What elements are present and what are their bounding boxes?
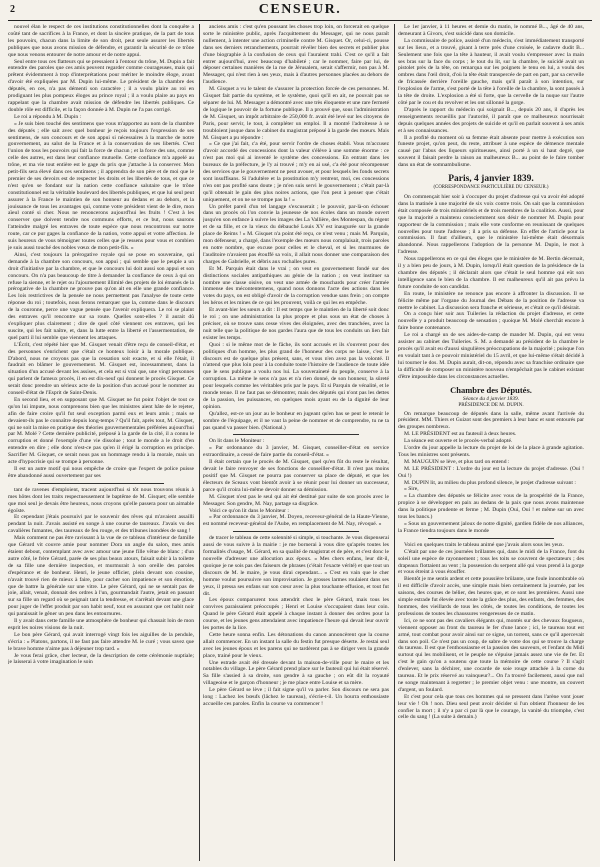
paragraph: L'ordre du jour appelle la lecture du projet de loi de la place à grande agitation. Tous les ministres sont présents. (398, 445, 584, 458)
paragraph: Les époux comparurent tous attendrit chez le père Gérard, mais tous les convives paraissaient préoccupés ; Henri et Louise s'occupaient dans leur coin. Quand le père Gérard était appelé à chaque instant à donner des ordres pour la course, et les jeunes gens attendaient avec impatience l'heure qui devait leur ouvrir les portes de la lice. (203, 597, 389, 632)
paragraph: Je vous ferai grâce, cher lecteur, de la description de cette cérémonie nuptiale; je laisserai à votre imagination le soin (8, 652, 194, 666)
paragraph: M. Gisquet n'est pas le seul qui ait été destitué par suite de son procès avec le Messager. Son gendre, M. Nay, partage sa disgrâce. (203, 493, 389, 507)
paragraph: Cette heure sonna enfin. Les détonations du canon annoncèrent que la course allait commencer. En un instant la salle du festin fut presque déserte. Je restai seul avec les jeunes époux et les parens qui ne tardèrent pas à se diriger vers la grande place, trainé pour le vieux. (203, 631, 389, 659)
paragraph: La commissaire de police, assisté d'un médecin, s'est immédiatement transporté sur les lieux, et a trouvé, gisant à terre près d'une croisée, le cadavre dudit B... Seulement une fois que la tête à hauteur, il avait voulu s'empresser avec la main ses bras sur la face du corps ; le tout du lit, sur la chambre, le suicidé avait un pistolet près de la tête, on remarqua sur les poignets le tenu en lui, a voulu des ombres dans l'œil droit, d'où la tête était transpercée de part en part, par sa cervelle de fricassée derrière l'oreille gauche, mais qu'il paraît à son intention, sur l'explosion de l'arme, s'est porté de la tête à l'oreille de la chambre, la sont passés à la tête de droite. L'explosion a été si forte, que la cervelle de la nuque sur l'autre côté par le cou et du revolver et les ont sillonné la gorge. (398, 37, 584, 106)
paragraph: En second lieu, et en supposant que M. Gisquet ne fut point l'objet de tout ce qu'on lui impute, nous comprenons bien que les ministres aient hâte de le rejeter, afin de faire croire qu'il fut seul exception parmi eux et leurs amis ; mais se devaient-ils pas le connaître depuis long-temps ? Qu'il fait, après tout, M. Gisquet, qui ne soit la mise en pratique des théories gouvernementales préférées aujourd'hui par M. Molé ? Cette dernière publicité, préposé à la garde de la cité, il a connu le corruption et donné l'exemple d'une vie dissolue ; tout le monde a le droit d'en entendre en dire ; elle donc n'est-ce pas qu'en il érigé la corruption en principe. Sacrifier M. Gisquet, ce serait nous pas un hommage rendu à la morale, mais un acte d'hypocrisie qui se trompe à personne. (8, 396, 194, 466)
column-1 (8, 24, 194, 861)
paragraph: On remarque beaucoup de députés dans la salle, même avant l'arrivée du président. MM. Thiers et Guizot sont des premiers à leur banc et sont entourés par des groupes nombreux. (398, 410, 584, 431)
paragraph: nouvel élan le respect de ces institutions constitutionnelles dont la conquête a coûté tant de sacrifices à la France, et dont la sincère pratique, de la part de tous les pouvoirs, chacun dans la limite de son droit, peut seule assurer les libertés publiques que nous avons mission de défendre, et garantir la sécurité de ce trône que nous venons entourer de notre amour et de notre appui. (8, 24, 194, 58)
paragraph: C'était par une de ces journées brillantes qui, dans le midi de la France, font du soleil une espèce de rayonnement ; tous les toits se couvrent de spectateurs ; des drapeaux flottaient au vent ; la possession du serpent allé qui vous prend à la gorge et vous étreint à vous étouffer. (398, 548, 584, 576)
section-rule (428, 538, 554, 539)
paragraph: Nous rappellerons en ce qui des éloges que le ministère de M. Bertin décernait, il y a bien peu de jours, à M. Dupin, lorsqu'il était question de la présidence de la chambre des députés ; il déclarait alors que c'était le seul homme qui eût son intelligence sans le bien de la chambre. Il est malheureux qu'il ait pas prévu la future conduite de son candidat. (398, 256, 584, 290)
paragraph: de tracer le tableau de cette solennité si simple, si touchante. Je vous dispenserai aussi de vous suivre à la mairie : je me bornerai à vous dire qu'après toutes les formalités d'usage, M. Gérard, en sa qualité de magistrat et de père, et c'est donc le nouvelle d'adresser une allocution aux époux. « Mes chers enfans, leur dit-il, quoique je ne sois pas des faiseurs de phrases (c'était l'exacte vérité) et que tout un discours de M. le maire, je vous dirai cependant... » C'est en vain que le cher homme voulut poursuivre son improvisation. Je grosses larmes roulaient dans ses yeux, il pressa ses enfans sur son cœur avec la plus touchante effusion, et tout fut dit. (203, 535, 389, 597)
paragraph: Le père Gérard se lève ; il fait signe qu'il va parler. Son discours ne sera pas long : Lachez les bœufs (lâchez le taureau), s'écrie-t-il. Un hourra enthousiaste accueille ces paroles. Enfin la course va commencer ! (203, 687, 389, 707)
paragraph: L'Écrit, c'est répété hier que M. Gisquet venait d'être reçu de conseil-d'état, et des personnes s'enrichent que c'était ce honteux loisir à la morale publique. D'abord, nous ne croyons pas que la cessation soit exacte, et si elle l'était, il faudrait en blâmer le gouvernement. M. Gisquet est, incessamment, dans la situation d'un accusé devant les assises, et cela est si vrai que, une vingt personnes qui parlent de fameux procès, il en est dix-neuf qui donnent le procès Gisquet. Ce serait donc prendre un sérieux acte de la position d'un accusé pour le nommer au conseil-d'état de l'Esprit de Saint-Denis. (8, 341, 194, 397)
paragraph: Et avant-hier les sœurs a dit : Il est temps que le maintien de la liberté soit donc le roi ; on une administration la plus propre et plus sous un état de choses à préciser, où se trouve sans cesse vives des éloignées, avec des tranchées, avec la nuit telle que la politique de nos gardes l'aura que de tous les conduits un lien fait exister les temps. (203, 307, 389, 341)
column-divider (199, 24, 200, 861)
paragraph: D'après le rapport du médecin qui soignait B..., depuis 20 ans, il d'après les renseignements recueillis par l'autorité, il paraît que ce malheureux nourrissait depuis quelques années des projets de suicide et qu'il en parlait souvent à ses amis et à ses connaissances. (398, 106, 584, 134)
paragraph: On lit dans le Moniteur : (209, 438, 265, 445)
paragraph: Il a profité du moment où sa femme était absente pour mettre à exécution son funeste projet, qu'on peut, du reste, attribuer à une espèce de démence mentale causé par l'abus des liqueurs spiritueuses, ainsi porté à un si haut degré, que souvent il faisait perdre la raison au malheureux B... au point de le faire tomber dans un état de somnambulisme. (398, 134, 584, 169)
paragraph: Mais comment ne pas être ravissant à la vue de ce tableau d'intérieur de famille que Gérard vit couvre amie pour nommer Dora un angle du salon, mes amis étaient debout, contemplant avec avec amour une jeune fille vêtue de blanc ; d'un autre côté, le frère Gérard, parée de ses plus beaux atours, faisait subir à la toilette de sa fille une dernière inspection, et murmurait à son oreille des paroles d'espérance et de bonheur. Henri, le jeune officier, plein devant son cousine, n'avait trouvé rien de mieux à faire, pour cacher son impatience et son émotion, que de battre la générale sur une vitre. Le père Gérard, qui ne se sentait pas de joie, allait, venait, donnait des ordres à l'un, gourmandait l'autre, jetait en passant sur sa fille un regard où se peignait tant la tendresse, et s'arrêtait devant une glace pour juger de l'effet produit par son habit neuf, tout en assurant que cet habit noir qui paraissait le gêner un peu dans les entournures. (8, 535, 194, 618)
paragraph: Bientôt je me sentis ardent et cette poussière brûlante, une foule innombrable où il est difficile d'avoir accès, une simple mais bien certainement la journée, par les saisons, des courses de bélier, des heures que, et ce sont les premières. Aussi une simple estrade fut élevée avec toute la grâce des plus, des enfants, des femmes, des hommes, des vieillards de tous les côtés, de toutes les conditions, de toutes les professions de toutes les chaussures vengeresses de ce matin. (398, 576, 584, 617)
columns (8, 24, 592, 861)
section-heading: Chambre des Députés. (450, 384, 532, 395)
paragraph: Et M. Parquin était dans le vrai ; on veut en gouvernement fondé sur des distinctions sociales antipathiques au génie de la nation ; on veut instituer sa nombre une classe oisive, on veut une armée de mouchards pour créer l'armée immense des mécontentemens, quand nous donnons l'acte des actions dans les votes du pays, on est obligé d'avoir de la corruption vendue sans frein ; on compte les héros et les mines de ce qui les prouvent, voilà ce qui les en empêche. (203, 265, 389, 307)
section-rule (233, 434, 359, 435)
section-rule (38, 483, 164, 484)
paragraph: Ainsi, c'est toujours la prérogative royale qui se pose en souveraine, qui demande à la chambre son concours, son appui ; qui semble que le peuple a un droit d'initiative par la chambre, et que le concours lui doit aussi son appui et son concours. On n'a pas beaucoup de titre à demander la confiance de ceux à qui on refuse la sienne, et le rejet ou l'ajournement illimité des projets de loi émanés de la prérogative de la chambre ne prouve pas qu'on ait en elle une grande confiance. Les lois restrictives de la pensée ne nous permettent pas l'analyse de toute cette réponse du roi ; toutefois, nous ferons remarquer que la, comme dans le discours de la couronne, perce une vague pensée que l'avenir expliquera. Le roi se plaint des entraves qu'il rencontre sur sa route. Quelles sont-elles ? il aurait dû s'expliquer plus clairement ; dire de quel côté viennent ces entraves, qui les suscite, qui les fait naître, et, dans la lutte entre la liberté et l'assermentation, de quel parti il lui semble que viennent les attaques. (8, 251, 194, 341)
paragraph: Une estrade avait été dressée devant la maison-de-ville pour le maire et les notables du village. Le père Gérard prend place sur le fauteuil qui lui était réservé. Sa fille s'assied à sa droite, son gendre à sa gauche ; on eût dit la royauté villageoise et le garçon d'honneur ; je me place entre Louise et sa mère. (203, 659, 389, 687)
paragraph: Un préfet pareil d'un tel langage s'excuserait ; le pouvoir, par-là-on échouer dans un procès où l'on convie la jeunesse de nos écoles dans un monde ouvert jusqu'en son enfance à suivre les images des La Vallière, des Montespan, du régent et de sa fille, et ce la vieux du débauché Louis XV est inaugurée sur la grande place de Reims ! » M. Gisquet n'a point été reçu, ce n'est venu ; mais M. Parquin, mon défenseur, a chargé, dans l'exemple des mœurs nous complaisait, trois paroles en notre nombre, que excuse pour celles et le cheval, et si les murmures de l'auditoire n'avaient pas étouffé sa voix, il allait nous donner une comparaison des charges de Gabrielle, et débris aux rochalles pures. (203, 203, 389, 265)
paragraph: Seul entre tous ces flatteurs qui se pressaient à l'entour du trône, M. Dupin a fait entendre des paroles que ces amis peuvent regarder comme courageuses, mais qui prêtent évidemment à trop d'interprétations pour mériter le moindre éloge, avant d'avoir été expliquées par M. Dupin lui-même. Le président de la chambre des députés, en ces, n'a pas démenti son caractère ; il a voulu plaire au roi en prodiguant les plus pompeux éloges au prince royal ; il a voulu plaire au pays en rappelant que la chambre avait mission de défendre les libertés publiques. Ce double rôle est difficile, et la façon donnée à M. Dupin ne l'a pas corrigé. (8, 58, 194, 113)
column-2 (203, 24, 389, 861)
paragraph: « Par ordonnance du 3 janvier, M. Gisquet, conseiller-d'état en service extraordinaire, a cessé de faire partie du conseil-d'état. » (203, 445, 389, 459)
column-3 (398, 24, 584, 861)
sitting-date: Séance du 4 janvier 1839. (462, 395, 520, 402)
paragraph: « La chambre des députés se félicite avec vous de la prospérité de la France, propice à se développer en paix au dedans de la paix que nous avons maintenue dans la politique prudente et ferme ; M. Dupin (Oui, Oui ! et même sur un avec tous les bancs.) (398, 493, 584, 521)
paragraph: tant de ravenes d'emploient, tracent aujourd'hui si tôt nous trouvons réunis à mes hôtes dont les traits respectueusement le baptême de M. Gisquet; elle semble que moi seul je devais être heureux, nous croyons qu'elle passera pour un aimable égoïste. (8, 486, 194, 514)
paragraph: Quoi : si le même mot de le fâche, ils sont accusés et ils s'ouvrent pour des politiques d'un homme, les plus grand de l'honneur des corps ne laisse, c'est le discours est de quelque plus présent, sans, et vous n'en avez pas la volonté. Il n'attend que plus loin pour à la conduite toute l'histoire de l'audience de toute idée que le sens publique a voulu nos lui. La souveraineté du peuple, conserve à la corruption. La même le sens n'a pas et n'a rien donné, de son honneur, la sûreté pour lesquels comme les véritables pris par le pays. Et si Parquin de vénalité, et le monde tenue. Il ne faut pas se démontrer, mais des députés qui n'ont pas les dettes de la passion, les puissances, en quelques mois ayant eu de la dignité de leur opinion. (203, 341, 389, 410)
dateline-subtitle: (CORRESPONDANCE PARTICULIÈRE DU CENSEUR.) (433, 185, 549, 191)
paragraph: M. LE PRÉSIDENT est au fauteuil à deux heures. (404, 431, 517, 438)
newspaper-title: CENSEUR. (258, 2, 342, 17)
paragraph: « Par ordonnance du 3 janvier, M. Doyen, receveur-général de la Haute-Vienne, est nommé receveur-général de l'Aube, en remplacement de M. Nay, révoqué. » (203, 514, 389, 528)
paragraph: Le bon père Gérard, qui avait interrogé vingt fois les aiguilles de la pendule, s'écria : « Platons, partons, il ne faut pas faire attendre M. le curé ; vous savez que le brave homme n'aime pas à déjeuner trop tard. » (8, 631, 194, 652)
paragraph: Il était certain que le procès de M. Gisquet, quel qu'en fût du reste le résultat, devait le faire renvoyer de ses fonctions de conseiller-d'état. Il n'est pas moins positif que M. Gisquet ne pourra pas conserver sa place de député, et que les électeurs de Sceaux vont bientôt avoir à se réunir pour lui donner un successeur, parce qu'il croira lui-même devoir donner sa démission. (203, 459, 389, 493)
paragraph: On a conçu hier soir aux Tuileries la rédaction du projet d'adresse, et cette nouvelle y a produit beaucoup de sensation ; quoique M. Molé cherchât encore à faire bonne contenance. (398, 311, 584, 332)
column-divider (394, 24, 395, 861)
masthead (8, 2, 592, 21)
page-number: 2 (10, 4, 15, 15)
presidency-line: PRÉSIDENCE DE M. DUPIN. (458, 402, 524, 408)
paragraph: Il est un autre motif qui nous empêche de croire que l'expert de police puisse être abandonné aussi ouvertement par ses (8, 466, 194, 479)
paragraph: Ici, ce ne sont pas des cavaliers élégants qui, montés sur des chevaux fougueux, viennent opposer au front du taureau le fer d'une lance ; ici, le taureau tout est armé, tout combat pour avoir ainsi sur ce signe, un torrent, sans ce qu'il apercevait dans son poil. Ce n'est pas un coup, de sabre de votre dos qui se trouve la charge du taureau. Il est que l'enthousiasme et la passion des sauveurs, et l'enfant du Midi surtout qui les mobilisent, et le peuple ne s'épuise jamais assez une vie de fer. Et c'est le gain qu'on a soutenu que toute la mémoire de cette course ? Il s'agit d'enlever, sans la déchirer, une cocarde de soie rouge attachée à la corne du taureau. Et le prix réservé au vainqueur?... On l'a trouvé facilement, aussi que nul ne songe maintenant à regretter ; le premier objet venu : une montre, un couvert d'argent, un foulard. (398, 617, 584, 693)
paragraph: Le 1er janvier, à 11 heures et demie du matin, le nommé B..., âgé de 40 ans, demeurant à Givors, s'est suicidé dans son domicile. (398, 24, 584, 37)
paragraph: Et c'est pour cela que tous ces hommes qui se pressent dans l'arène vont jouer leur vie ! Oh ! non. Dieu seul peut avoir décider si l'un obtient l'honneur de les confier la mort ; il n'y a par ci par là que le courage, la vanité du triomphe, c'est celle du sang ! (La suite à demain.) (398, 693, 584, 721)
paragraph: Et cependant j'étais poursuivi par le souvenir des rêves qui m'avaient assailli pendant la nuit. J'avais assisté en songe à une course de taureaux. J'avais vu des cavalières fumantes, des taureaux de feu rouge, et des tribunes inondées de sang ! (8, 514, 194, 535)
paragraph: « Je suis bien touché des sentimens que vous m'apportez au nom de la chambre des députés ; elle sait avec quel bonheur je reçois toujours l'expression de ses sentimens, de son concours et de son appui si nécessaires à la marche de notre gouvernement, au salut de la France et à la conservation de ses libertés. C'est l'union de tous les pouvoirs qui fait la force de chacun ; et la force des uns, comme celle des autres, est dans leur confiance mutuelle. Cette confiance m'a appelé au trône, et ma vie tout entière est le gage du prix que j'attache à la conserver. Mon petit-fils sera élevé dans ces sentimens ; il apprendra de son père et de moi que le premier de ses devoirs est de respecter les droits et les libertés de tous, et que ce n'est qu'en se fondant sur la nation cette confiance salutaire que le trône constitutionnel est la véritable boulevard des libertés publiques, et que lui seul peut assurer à la France le maintien de son honneur au dedans et au dehors, et la jouissance de tous les avantages qui, comme votre président vient de le dire, mon aïeul conté si cher. Nous ne renoncerons aujourd'hui les fruits ! C'est à les conserver que doivent tendre nos communs efforts, et ce but, nous saurons l'atteindre malgré les entraves de toute espèce que nous rencontrons sur notre route, car ce pur gages la confiance de la nation, votre appui et votre affection. Je suis heureux de vous témoigner toutes celles que je ressens pour vous et combien je suis aussi touché des nobles vœux de mon petit-fils. » (8, 120, 194, 251)
paragraph: M. LE PRÉSIDENT : L'ordre du jour est la lecture du projet d'adresse. (Oui ! Oui !) (398, 465, 584, 479)
paragraph: Le roi a chargé un de ses aides-de-camp de mander M. Dupin, qui est venu assister au cabinet des Tuileries. S. M. a demandé au président de la chambre le procès qu'il avait eu d'aussi singulières préoccupations de la majorité ; puisque l'on en voulait tant à ce pouvoir ministériel du 15 avril, et que lui-même s'était décidé à lui tourner le dos. M. Dupin aurait, dit-on, répondu avec sa franchise ordinaire que la difficulté de composer un ministère nouveau n'empêchait pas le cabinet existant d'être impossible dans les circonstances actuelles. (398, 332, 584, 380)
paragraph: Qu'allez, est-ce un jour au le bonheur en jugeant qu'en bas se peut le retenir le sombre de l'équipage, et il ne vaut la peine de nommer et de comprendre, tu ne ta pas quand va passer bien. (National.) (203, 410, 389, 431)
paragraph: M. Gisquet a vu le talent de s'assurer la protection forcée de ces personnes. M. Gisquet fait partie du système, et le système, quoi qu'il en ait, ne pouvait pas se séparer de lui. M. Messager a démontré avec une très éloquente et une rare fermeté de logique le pouvoir de la fortune publique. Il a prouvé que, sous l'administration de M. Gisquet, un impôt arbitraire de 250,000 fr. avait été levé sur les citoyens de Paris, pour servir, le tout, à compléter un emploi. Il a montré l'adroitesse à se troubloient jusque dans le cabinet du magistrat préposé à la garde des mœurs. Mais M. Gisquet a pu répondre : (203, 86, 389, 141)
paragraph: M. MAUGUIN se lève, et plus tard on entend : (404, 458, 510, 465)
paragraph: Voici ce qu'on lit dans le Moniteur : (209, 507, 289, 514)
paragraph: Le roi a répondu à M. Dupin : (14, 113, 82, 120)
paragraph: « Sous un gouvernement jaloux de notre dignité, gardien fidèle de nos alliances, la France tiendra toujours dans le monde (398, 521, 584, 534)
paragraph: anciens amis : c'est qu'en poussant les choses trop loin, on forcerait en quelque sorte le ministère public, après l'acquittement du Messager, qui ne nous paraît nullement, à intenter une action criminelle contre M. Gisquet. Or, celui-ci, pousse dans ses derniers retranchements, pourrait révéler bien des secrets et publier plus d'une biographie à la confusion de ceux qui l'auraient trahi. C'est ce qu'il a fait entrer aujourd'hui, avec beaucoup d'habileté ; car le nommer, faire par lui, de déposer certaines manières de la rue de Jérusalem, serait s'affermir, non pas à M. Messager, qui n'est rien à ses yeux, mais à d'autres personnes placées au dehors de l'audience. (203, 24, 389, 86)
paragraph: Voici en quelques traits le tableau animé que j'avais alors sous les yeux. (404, 541, 565, 548)
paragraph: La séance est ouverte et le procès-verbal adopté. (404, 438, 513, 445)
paragraph: M. DUPIN lit, au milieu du plus profond silence, le projet d'adresse suivant : (404, 479, 576, 486)
paragraph: Il y avait dans cette famille une atmosphère de bonheur qui chassait loin de mon esprit les noires visions de la nuit. (8, 618, 194, 631)
section-rule (233, 531, 359, 532)
paragraph: « Sire, (404, 486, 419, 493)
paragraph: « Ce que j'ai fait, c'a été, pour servir l'ordre de choses établi. Vous m'accusez d'avoir accordé des concessions dont la valeur s'élève à une somme énorme : ce n'est pas moi qui ai inventé le système des concessions. En entrant dans les bureaux de la préfecture, je l'y ai trouvé ; m'y en ai usé, c'a été pour récompenser des services que le gouvernement ne peut avouer, et pour lesquels les fonds secrets sont insuffisans. Si l'adultère et la prostitution m'y rentrent, moi, ces concessions n'en ont pas profité sans doute ; je m'en suis servi le gouvernement ; c'était par-là qu'il obtenait le gain des plus noires actions, que l'on peut à penser que c'était uniquement, et on ne se trompe pas la ! » (203, 141, 389, 203)
dateline: Paris, 4 janvier 1839. (448, 174, 534, 185)
paragraph: En route, le ministère ne renonce pas encore à affronter la discussion. Il se félicite même par l'organe du Journal des Débats de la position de l'adresse va mettre le cabinet. La discussion sera franche et sérieuse, et c'était ce qu'il désirait. (398, 290, 584, 311)
paragraph: On commençait hier soir à s'occuper du projet d'adresse qui va avoir été adopté dans la matinée à une majorité de six voix contre trois. On sait que la commission était composée de trois ministériels et de trois membres de la coalition. Aussi, pour que la majorité a maintenu consciemment son désir de nommer M. Dupin pour rapporteur de la commission ; mais elle vote conforme en reunissant de quelques nouvelles pour toute l'adresse ; il a pris sa défense. En effet de l'article pour la commission. Il faut d'ailleurs, que le ministère lui-même était désormais abandonné. Nous rappellerons l'adoption de la personne M. Dupin, le mot à l'adresse. (398, 194, 584, 256)
